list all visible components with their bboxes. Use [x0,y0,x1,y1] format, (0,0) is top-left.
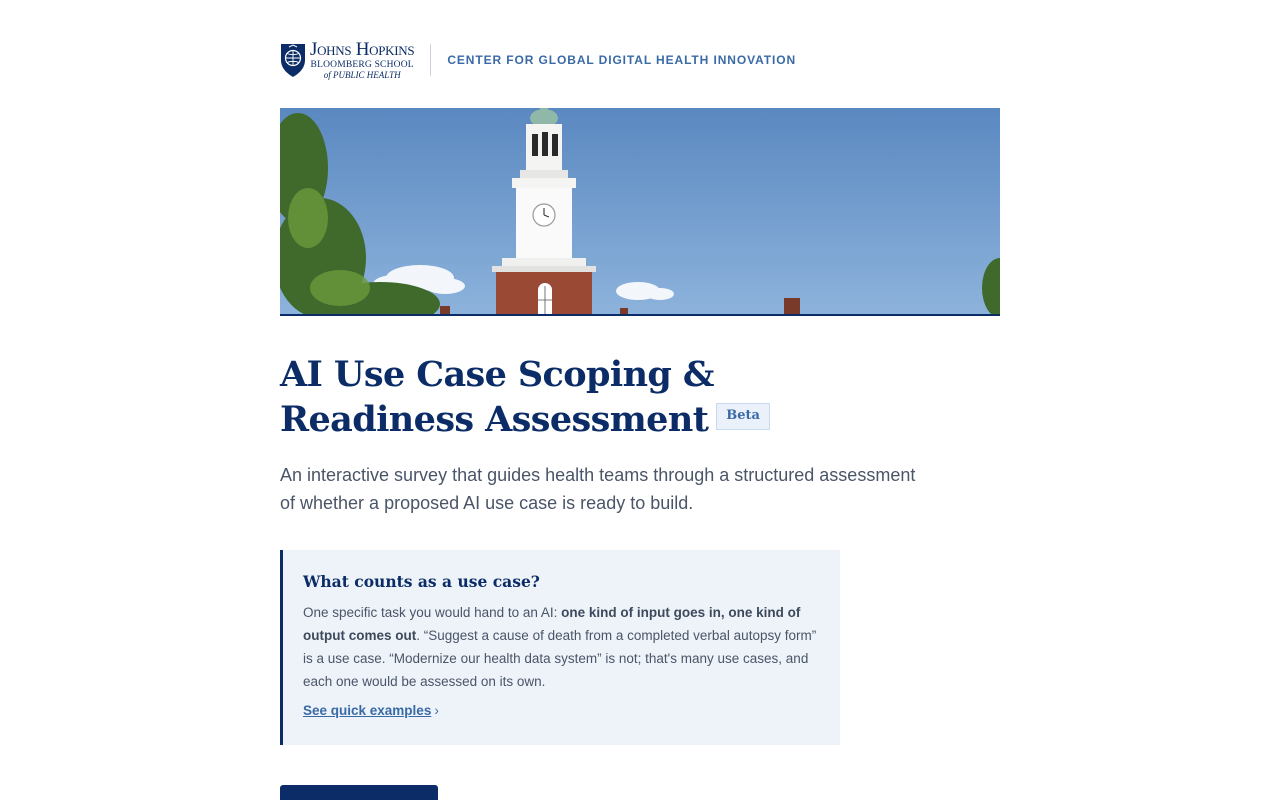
logo-subline-1: BLOOMBERG SCHOOL [310,59,414,70]
see-quick-examples-link[interactable]: See quick examples [303,703,432,718]
jhu-logo[interactable] [280,40,414,80]
header-divider [430,44,431,76]
page-title [280,352,900,442]
page-title-text: AI Use Case Scoping & Readiness Assessment [280,354,714,440]
site-header [280,40,1000,80]
callout-text-2: . “Suggest a cause of death from a completed verbal autopsy form” is a use case. “Modernize our health data system” is not; that's many use cases, and each one would be assessed on its own. [303,628,817,689]
clock-tower-photo [280,108,1000,314]
logo-subline-2: of PUBLIC HEALTH [323,70,401,81]
beta-badge: Beta [716,403,770,430]
quick-examples-row [303,703,820,718]
callout-text-1: One specific task you would hand to an AI: [303,605,562,620]
lead-paragraph: An interactive survey that guides health teams through a structured assessment of whether a proposed AI use case is ready to build. [280,465,916,513]
callout-body [303,601,820,693]
callout-text-bold: one kind of input goes in, one kind of output comes out [303,605,801,643]
use-case-callout [280,550,840,745]
shield-icon [280,42,306,78]
hero-image [280,108,1000,316]
start-assessment-button[interactable] [280,785,438,800]
chevron-right-icon: › [434,703,439,718]
center-name-link[interactable]: CENTER FOR GLOBAL DIGITAL HEALTH INNOVATION [447,53,797,67]
callout-heading: What counts as a use case? [303,572,540,591]
logo-wordmark: Johns Hopkins [310,38,415,60]
